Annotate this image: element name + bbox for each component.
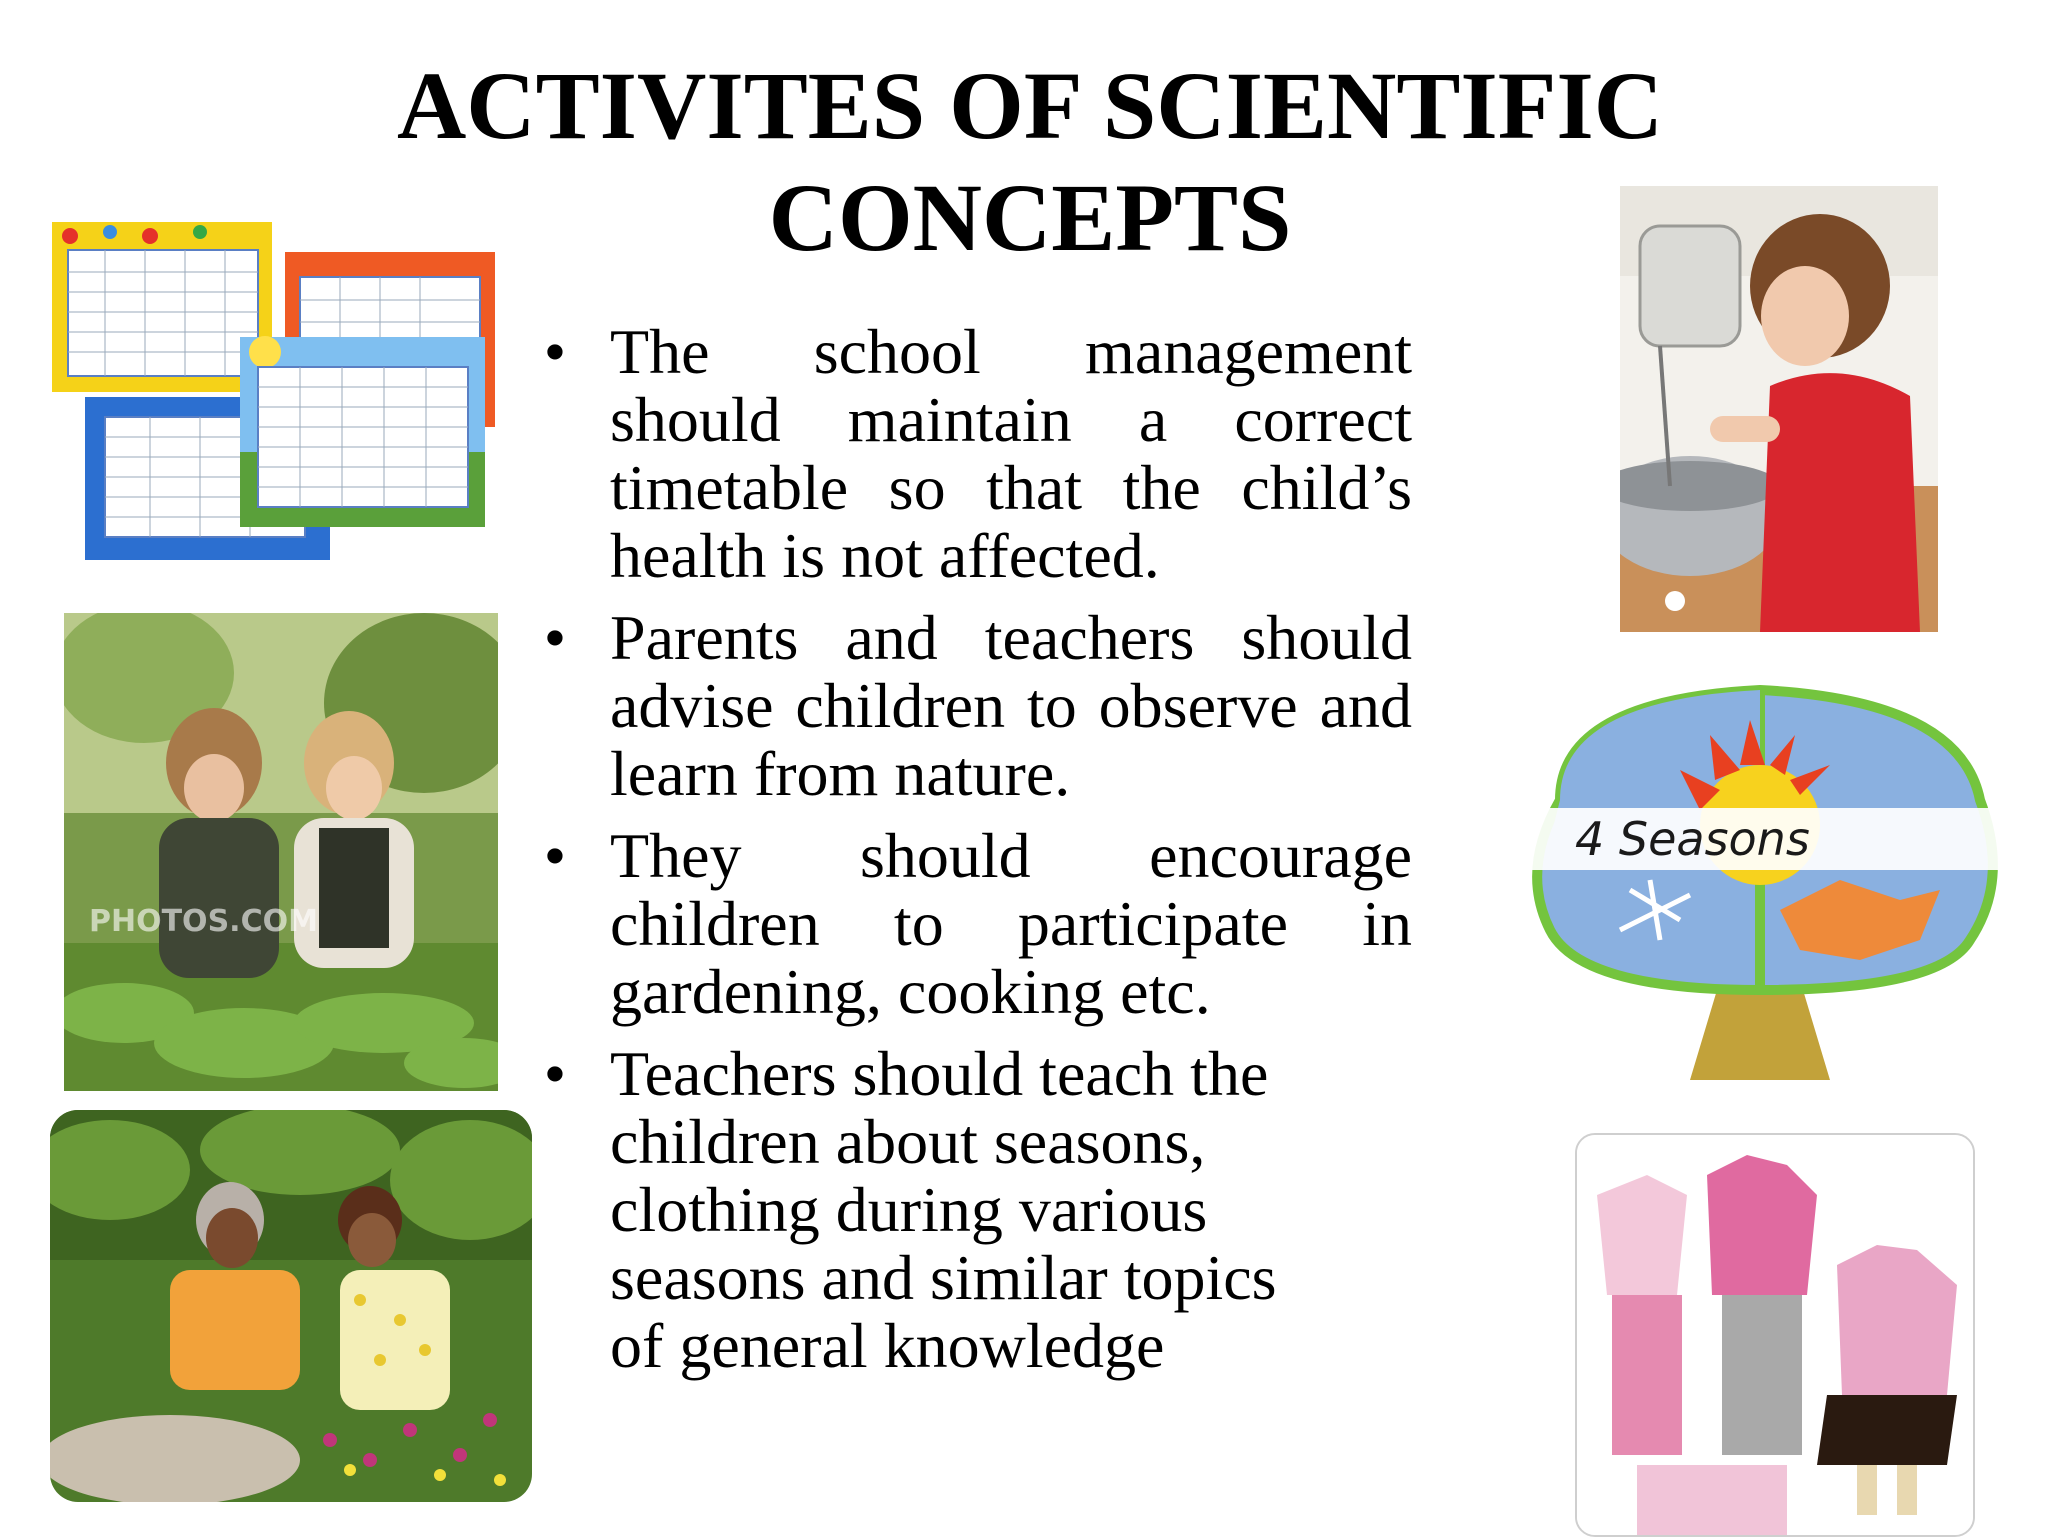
four-seasons-tree-image — [1520, 680, 2000, 1120]
timetable-illustration — [50, 222, 500, 562]
bullet-dot: • — [543, 820, 567, 891]
girls-in-forest-illustration — [64, 613, 498, 1091]
bullet-item — [530, 1040, 1412, 1380]
four-seasons-illustration — [1520, 680, 2000, 1120]
bullet-dot: • — [543, 602, 567, 673]
bullet-text: The school management should maintain a correct timetable so that the child’s health is not affected. — [610, 316, 1412, 591]
bullet-text: Teachers should teach the children about seasons, clothing during various seasons and similar topics of general knowledge — [610, 1038, 1277, 1381]
gardening-illustration — [50, 1110, 532, 1502]
child-cooking-image — [1620, 186, 1938, 632]
bullet-text: Parents and teachers should advise children to observe and learn from nature. — [610, 602, 1412, 809]
timetable-cards-image — [50, 222, 500, 562]
kids-clothing-illustration — [1577, 1135, 1973, 1535]
title-line-1: ACTIVITES OF SCIENTIFIC — [396, 52, 1664, 159]
title-line-2: CONCEPTS — [768, 164, 1292, 271]
kids-clothing-image — [1575, 1133, 1975, 1537]
slide-title — [300, 50, 1760, 274]
gardening-photo-image — [50, 1110, 532, 1502]
bullet-item — [530, 318, 1412, 590]
bullet-dot: • — [543, 1038, 567, 1109]
child-cooking-illustration — [1620, 186, 1938, 632]
bullet-dot: • — [543, 316, 567, 387]
girls-in-forest-image — [64, 613, 498, 1091]
watermark-text: PHOTOS.COM — [89, 904, 318, 939]
bullet-list — [530, 318, 1412, 1394]
bullet-item — [530, 822, 1412, 1026]
bullet-item — [530, 604, 1412, 808]
seasons-label: 4 Seasons — [1575, 812, 1810, 866]
bullet-text: They should encourage children to participate in gardening, cooking etc. — [610, 820, 1412, 1027]
